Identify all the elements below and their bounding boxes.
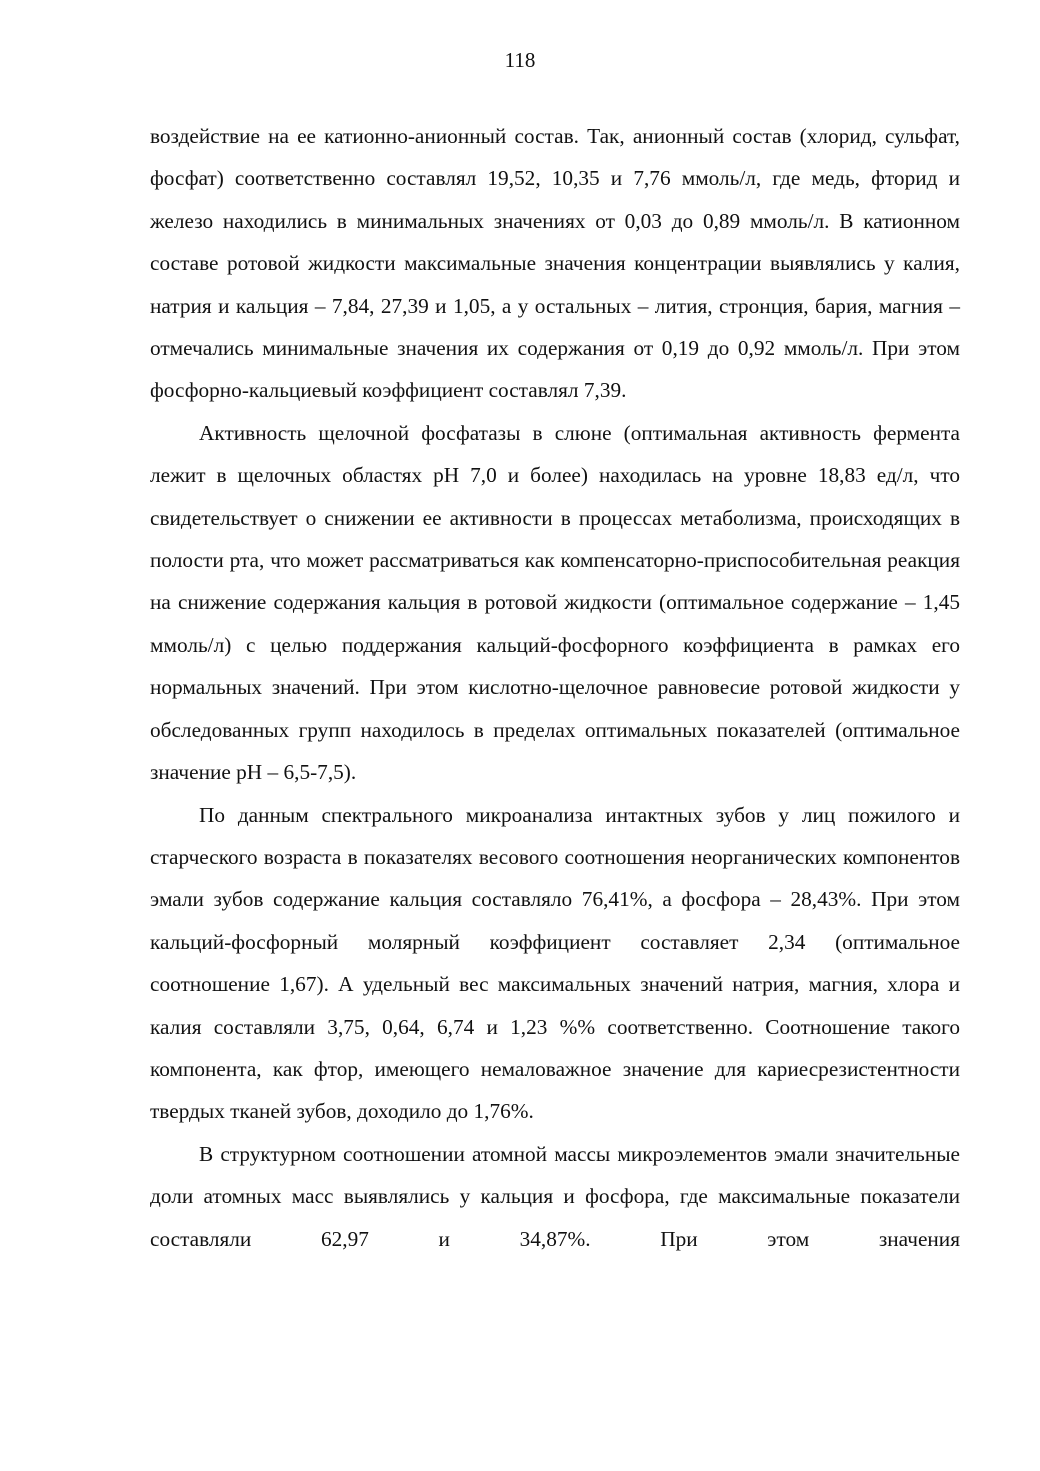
document-body	[150, 115, 960, 1260]
page-number: 118	[504, 48, 536, 72]
paragraph-atomic-mass: В структурном соотношении атомной массы микроэлементов эмали значительные доли атомных масс выявлялись у кальция и фосфора, где максимальные показатели составляли 62,97 и 34,87%. При этом значения	[150, 1141, 960, 1251]
paragraph-cation-anion: воздействие на ее катионно-анионный состав. Так, анионный состав (хлорид, сульфат, фосфат) соответственно составлял 19,52, 10,35 и 7,76 ммоль/л, где медь, фторид и железо находились в минимальных значениях от 0,03 до 0,89 ммоль/л. В катионном составе ротовой жидкости максимальные значения концентрации выявлялись у калия, натрия и кальция – 7,84, 27,39 и 1,05, а у остальных – лития, стронция, бария, магния – отмечались минимальные значения их содержания от 0,19 до 0,92 ммоль/л. При этом фосфорно-кальциевый коэффициент составлял 7,39.	[150, 124, 960, 403]
paragraph-alkaline-phosphatase: Активность щелочной фосфатазы в слюне (оптимальная активность фермента лежит в щелочных областях рН 7,0 и более) находилась на уровне 18,83 ед/л, что свидетельствует о снижении ее активности в процессах метаболизма, происходящих в полости рта, что может рассматриваться как компенсаторно-приспособительная реакция на снижение содержания кальция в ротовой жидкости (оптимальное содержание – 1,45 ммоль/л) с целью поддержания кальций-фосфорного коэффициента в рамках его нормальных значений. При этом кислотно-щелочное равновесие ротовой жидкости у обследованных групп находилось в пределах оптимальных показателей (оптимальное значение рН – 6,5-7,5).	[150, 420, 960, 785]
paragraph-spectral-microanalysis: По данным спектрального микроанализа интактных зубов у лиц пожилого и старческого возраста в показателях весового соотношения неорганических компонентов эмали зубов содержание кальция составляло 76,41%, а фосфора – 28,43%. При этом кальций-фосфорный молярный коэффициент составляет 2,34 (оптимальное соотношение 1,67). А удельный вес максимальных значений натрия, магния, хлора и калия составляли 3,75, 0,64, 6,74 и 1,23 %% соответственно. Соотношение такого компонента, как фтор, имеющего немаловажное значение для кариесрезистентности твердых тканей зубов, доходило до 1,76%.	[150, 802, 960, 1124]
